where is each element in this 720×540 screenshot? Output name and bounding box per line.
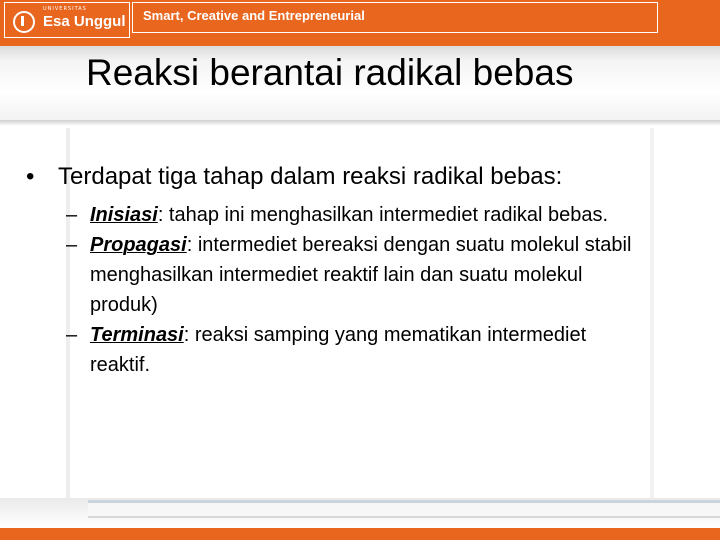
header-bar — [0, 0, 720, 46]
dash-icon: – — [66, 204, 78, 226]
main-bullet-text: Terdapat tiga tahap dalam reaksi radikal bebas: — [58, 163, 563, 190]
bullet-icon: • — [26, 163, 35, 190]
sub-bullet-inisiasi — [26, 200, 646, 230]
tagline: Smart, Creative and Entrepreneurial — [143, 8, 365, 23]
desc-propagasi: : intermediet bereaksi dengan suatu molekul stabil menghasilkan intermediet reaktif lain dan suatu molekul produk) — [90, 234, 632, 316]
main-bullet — [26, 160, 706, 194]
footer-bar — [88, 500, 720, 518]
university-logo — [4, 2, 130, 38]
logo-subtext: UNIVERSITAS — [43, 6, 87, 12]
sub-bullet-list — [26, 200, 706, 380]
logo-name: Esa Unggul — [43, 13, 126, 30]
desc-inisiasi: : tahap ini menghasilkan intermediet radikal bebas. — [157, 204, 609, 226]
desc-terminasi: : reaksi samping yang mematikan intermediet reaktif. — [90, 324, 587, 376]
sub-bullet-terminasi — [26, 320, 646, 380]
footer-accent-bar — [0, 528, 720, 540]
dash-icon: – — [66, 324, 78, 346]
title-divider — [0, 120, 720, 126]
term-propagasi: Propagasi — [90, 234, 187, 256]
dash-icon: – — [66, 234, 78, 256]
sub-bullet-propagasi — [26, 230, 646, 320]
logo-emblem-icon — [13, 11, 35, 33]
term-inisiasi: Inisiasi — [90, 204, 158, 226]
slide-content — [26, 160, 706, 380]
term-terminasi: Terminasi — [90, 324, 184, 346]
tagline-box — [132, 2, 658, 33]
slide-title: Reaksi berantai radikal bebas — [86, 52, 574, 93]
